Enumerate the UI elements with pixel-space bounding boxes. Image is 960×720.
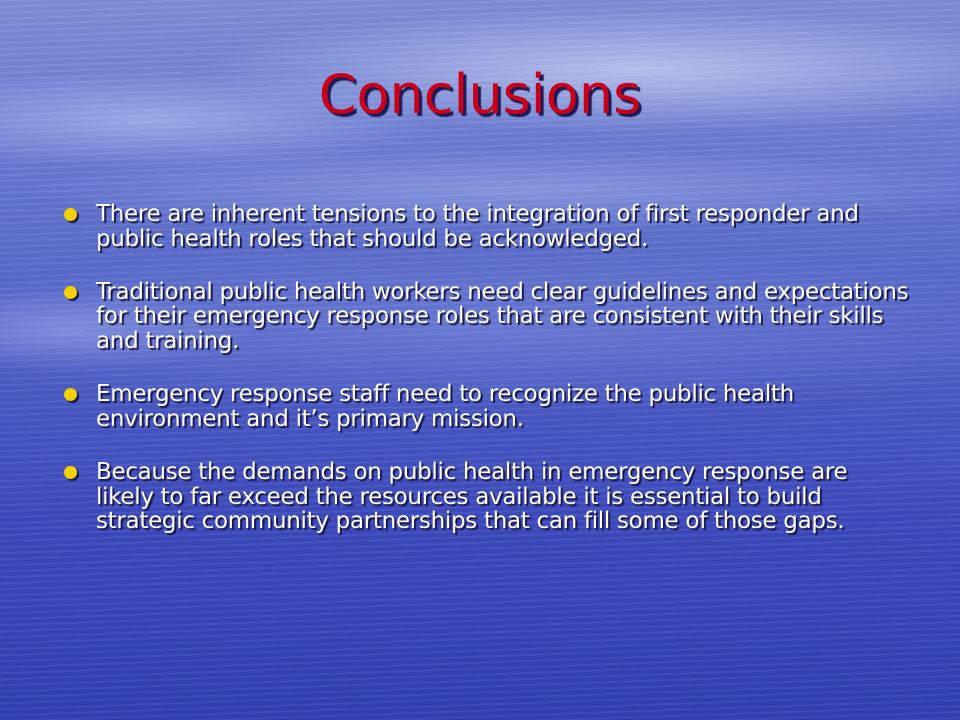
bullet-item [60, 280, 910, 354]
slide-title: Conclusions [318, 63, 642, 126]
bullet-list [60, 202, 910, 562]
bullet-item [60, 460, 910, 534]
bullet-dot-icon [64, 286, 77, 299]
bullet-item [60, 382, 910, 432]
bullet-item [60, 202, 910, 252]
bullet-dot-icon [64, 208, 77, 221]
bullet-dot-icon [64, 388, 77, 401]
bullet-text: Because the demands on public health in emergency response are likely to far exceed the resources available it is essential to build strategic community partnerships that can fill some of those gaps. [96, 458, 848, 535]
bullet-text: Emergency response staff need to recognize the public health environment and it’s primary mission. [96, 381, 794, 432]
bullet-text: There are inherent tensions to the integration of first responder and public health roles that should be acknowledged. [96, 201, 859, 252]
bullet-text: Traditional public health workers need clear guidelines and expectations for their emergency response roles that are consistent with their skills and training. [96, 278, 909, 355]
bullet-dot-icon [64, 466, 77, 479]
